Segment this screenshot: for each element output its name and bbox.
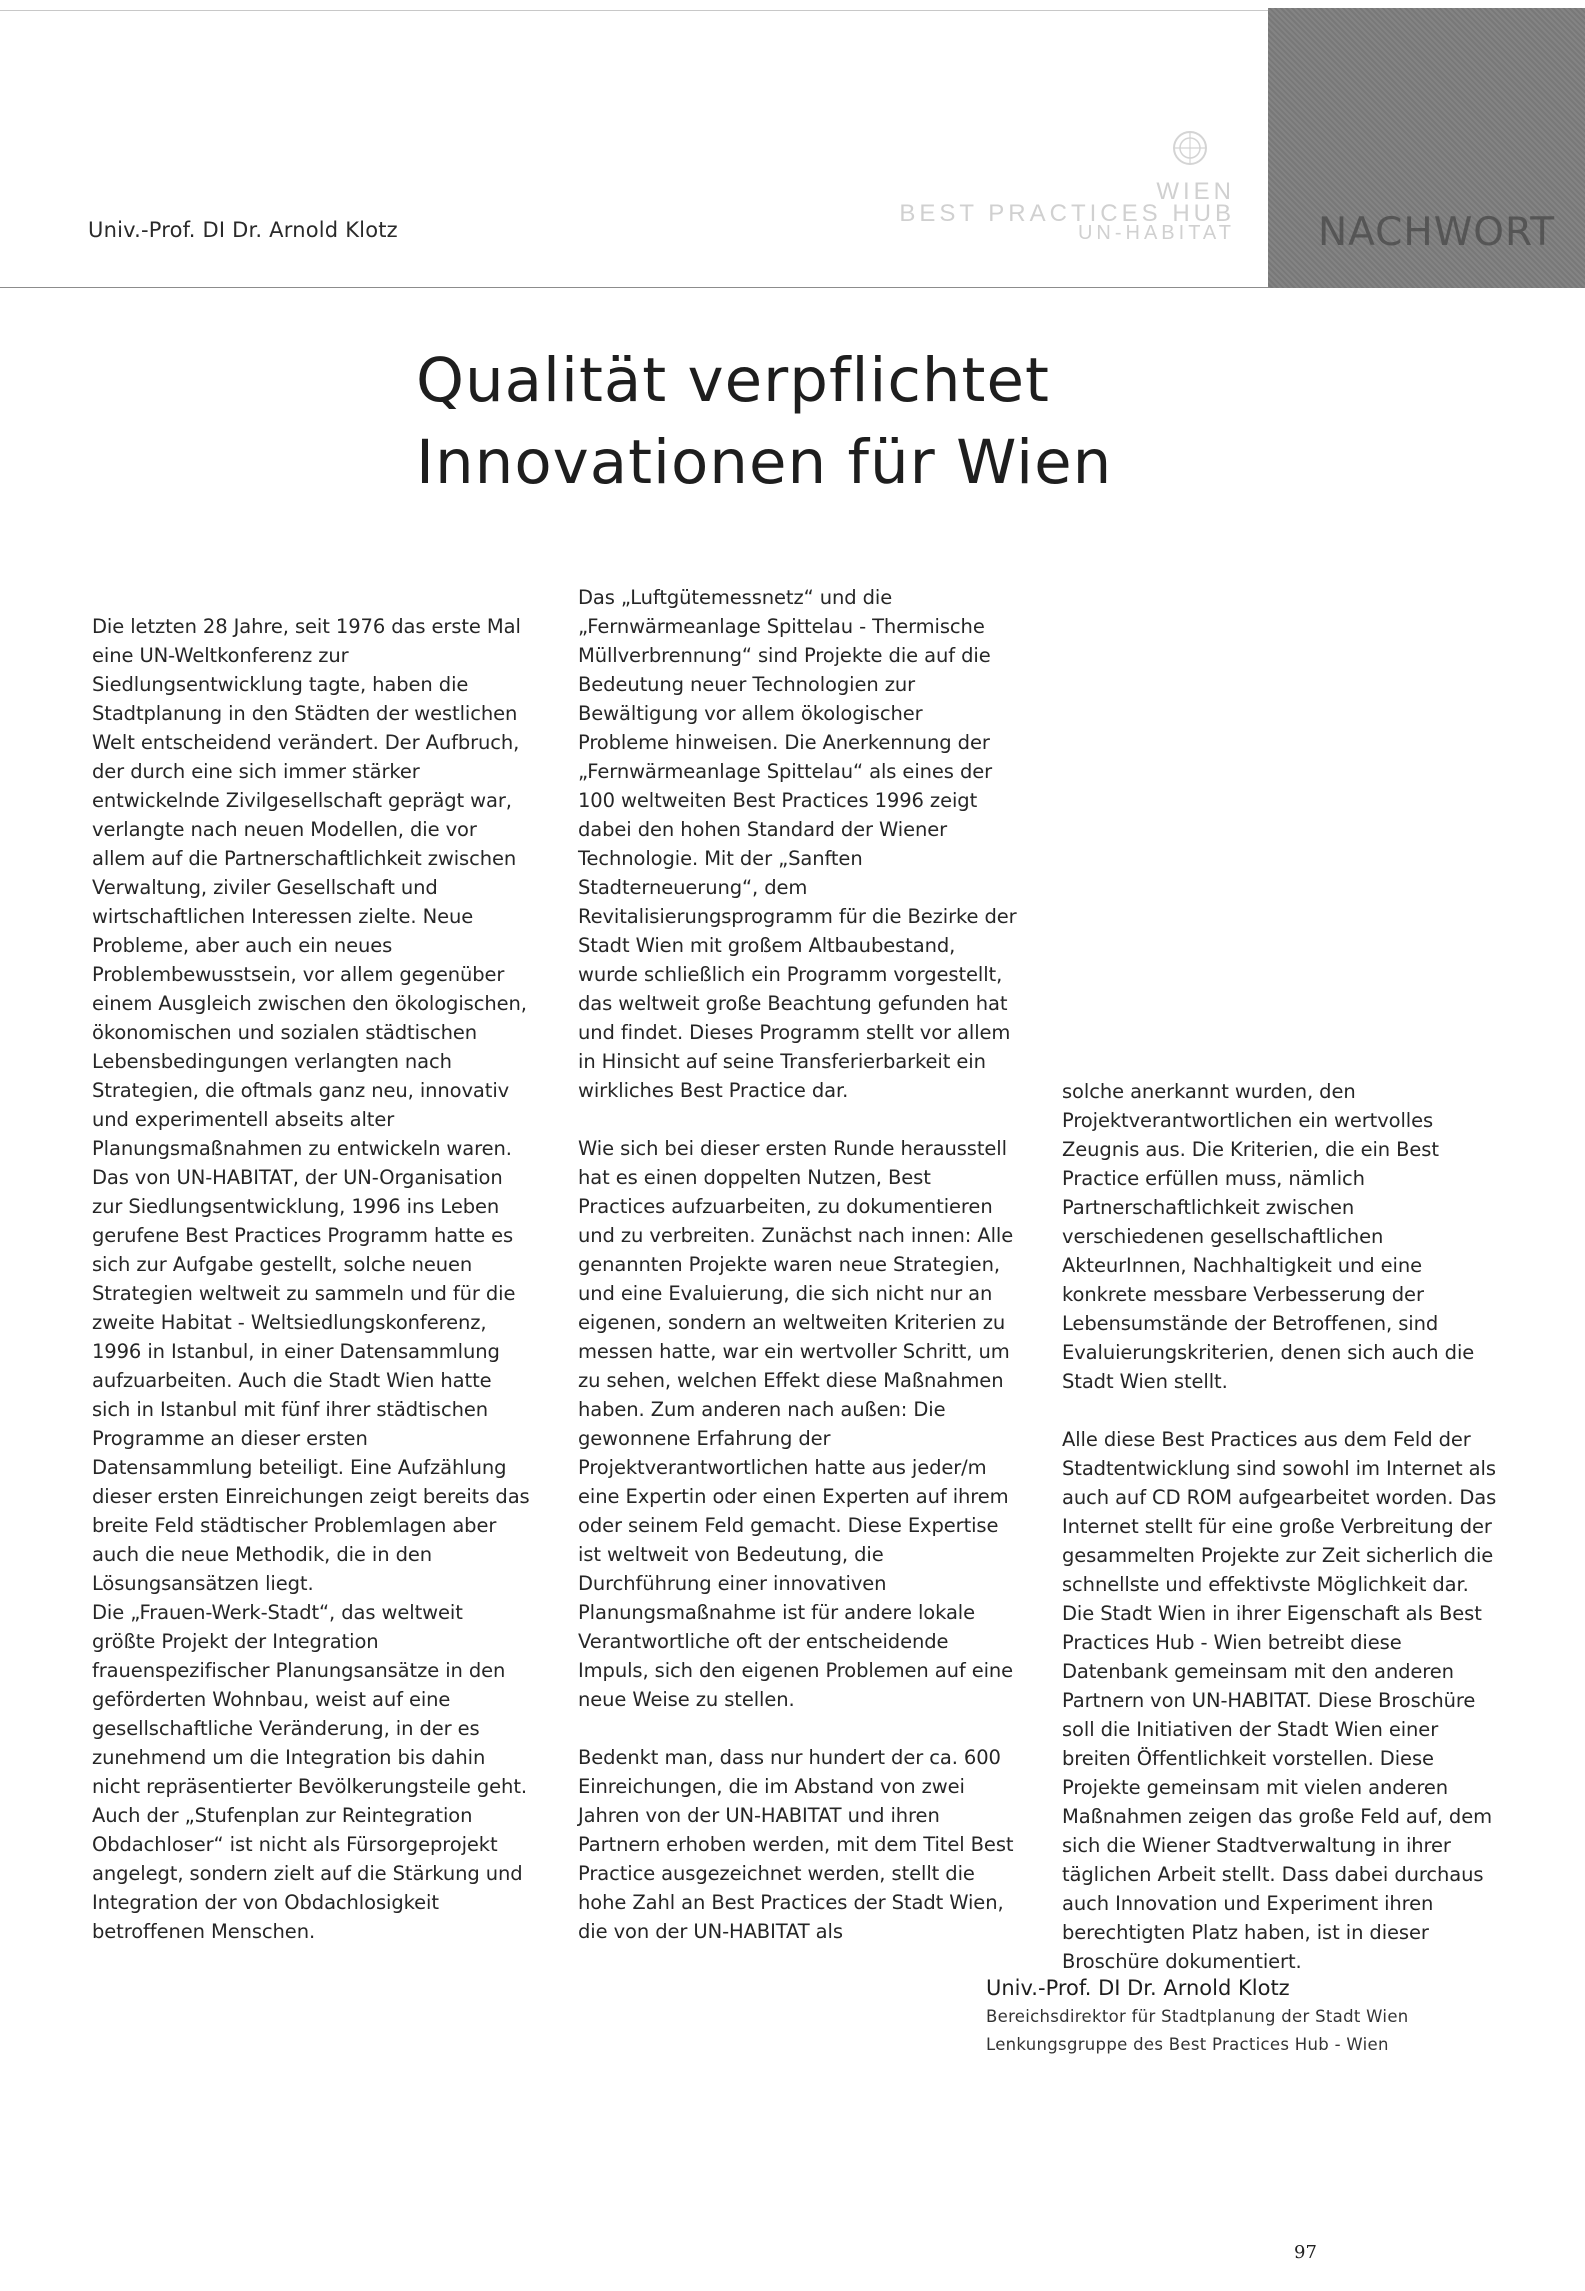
hub-line-name: BEST PRACTICES HUB bbox=[899, 200, 1235, 227]
paragraph: Alle diese Best Practices aus dem Feld der Stadtentwicklung sind sowohl im Internet als auch auf CD ROM aufgearbeitet worden. Das Internet stellt für eine große Verbreitung der gesammelten Projekte zur Zeit sicherlich die schnellste und effektivste Möglichkeit dar. Die Stadt Wien in ihrer Eigenschaft als Best Practices Hub - Wien betreibt diese Datenbank gemeinsam mit den anderen Partnern von UN-HABITAT. Diese Broschüre soll die Initiativen der Stadt Wien einer breiten Öffentlichkeit vorstellen. Diese Projekte gemeinsam mit vielen anderen Maßnahmen zeigen das große Feld auf, dem sich die Wiener Stadtverwaltung in ihrer täglichen Arbeit stellt. Dass dabei durchaus auch Innovation und Experiment ihren berechtigten Platz haben, ist in dieser Broschüre dokumentiert. bbox=[1062, 1428, 1497, 1973]
top-rule bbox=[0, 10, 1268, 11]
hub-line-city: WIEN bbox=[1156, 178, 1235, 205]
paragraph: Das „Luftgütemessnetz“ und die „Fernwärmeanlage Spittelau - Thermische Müllverbrennung“ sind Projekte die auf die Bedeutung neuer Technologien zur Bewältigung vor allem ökologischer Probleme hinweisen. Die Anerkennung der „Fernwärmeanlage Spittelau“ als eines der 100 weltweiten Best Practices 1996 zeigt dabei den hohen Standard der Wiener Technologie. Mit der „Sanften Stadterneuerung“, dem Revitalisierungsprogramm für die Bezirke der Stadt Wien mit großem Altbaubestand, wurde schließlich ein Programm vorgestellt, das weltweit große Beachtung gefunden hat und findet. Dieses Programm stellt vor allem in Hinsicht auf seine Transferierbarkeit ein wirkliches Best Practice dar. bbox=[578, 586, 1017, 1102]
title-line-1: Qualität verpflichtet bbox=[416, 345, 1050, 416]
title-line-2: Innovationen für Wien bbox=[416, 427, 1113, 498]
paragraph: Wie sich bei dieser ersten Runde herausstell hat es einen doppelten Nutzen, Best Practices aufzuarbeiten, zu dokumentieren und zu verbreiten. Zunächst nach innen: Alle genannten Projekte waren neue Strategien, und eine Evaluierung, die sich nicht nur an eigenen, sondern an weltweiten Kriterien zu messen hatte, war ein wertvoller Schritt, um zu sehen, welchen Effekt diese Maßnahmen haben. Zum anderen nach außen: Die gewonnene Erfahrung der Projektverantwortlichen hatte aus jeder/m eine Expertin oder einen Experten auf ihrem oder seinem Feld gemacht. Diese Expertise ist weltweit von Bedeutung, die Durchführung einer innovativen Planungsmaßnahme ist für andere lokale Verantwortliche oft der entscheidende Impuls, sich den eigenen Problemen auf eine neue Weise zu stellen. bbox=[578, 1137, 1014, 1711]
text-column-1 bbox=[92, 612, 532, 1946]
signature-name: Univ.-Prof. DI Dr. Arnold Klotz bbox=[986, 1976, 1290, 2000]
text-column-2 bbox=[578, 583, 1018, 1946]
paragraph: Die „Frauen-Werk-Stadt“, das weltweit größte Projekt der Integration frauenspezifischer Planungsansätze in den geförderten Wohnbau, weist auf eine gesellschaftliche Veränderung, in der es zunehmend um die Integration bis dahin nicht repräsentierter Bevölkerungsteile geht. Auch der „Stufenplan zur Reintegration Obdachloser“ ist nicht als Fürsorgeprojekt angelegt, sondern zielt auf die Stärkung und Integration der von Obdachlosigkeit betroffenen Menschen. bbox=[92, 1601, 527, 1943]
signature-committee: Lenkungsgruppe des Best Practices Hub - Wien bbox=[986, 2035, 1389, 2054]
page-number: 97 bbox=[1294, 2242, 1317, 2263]
header-author: Univ.-Prof. DI Dr. Arnold Klotz bbox=[88, 218, 398, 242]
paragraph: solche anerkannt wurden, den Projektverantwortlichen ein wertvolles Zeugnis aus. Die Kriterien, die ein Best Practice erfüllen muss, nämlich Partnerschaftlichkeit zwischen verschiedenen gesellschaftlichen AkteurInnen, Nachhaltigkeit und eine konkrete messbare Verbesserung der Lebensumstände der Betroffenen, sind Evaluierungskriterien, denen sich auch die Stadt Wien stellt. bbox=[1062, 1080, 1475, 1393]
paragraph: Das von UN-HABITAT, der UN-Organisation zur Siedlungsentwicklung, 1996 ins Leben gerufene Best Practices Programm hatte es sich zur Aufgabe gestellt, solche neuen Strategien weltweit zu sammeln und für die zweite Habitat - Weltsiedlungskonferenz, 1996 in Istanbul, in einer Datensammlung aufzuarbeiten. Auch die Stadt Wien hatte sich in Istanbul mit fünf ihrer städtischen Programme an dieser ersten Datensammlung beteiligt. Eine Aufzählung dieser ersten Einreichungen zeigt bereits das breite Feld städtischer Problemlagen aber auch die neue Methodik, die in den Lösungsansätzen liegt. bbox=[92, 1166, 530, 1595]
section-label: NACHWORT bbox=[1318, 210, 1556, 255]
signature-role: Bereichsdirektor für Stadtplanung der Stadt Wien bbox=[986, 2007, 1409, 2026]
signature-block bbox=[986, 1973, 1409, 2059]
hub-line-org: UN-HABITAT bbox=[1077, 222, 1235, 244]
text-column-3 bbox=[1062, 1077, 1502, 1976]
page-title bbox=[416, 340, 1112, 504]
paragraph: Bedenkt man, dass nur hundert der ca. 600 Einreichungen, die im Abstand von zwei Jahren von der UN-HABITAT und ihren Partnern erhoben werden, mit dem Titel Best Practice ausgezeichnet werden, stellt die hohe Zahl an Best Practices der Stadt Wien, die von der UN-HABITAT als bbox=[578, 1746, 1014, 1943]
paragraph: Die letzten 28 Jahre, seit 1976 das erste Mal eine UN-Weltkonferenz zur Siedlungsentwicklung tagte, haben die Stadtplanung in den Städten der westlichen Welt entscheidend verändert. Der Aufbruch, der durch eine sich immer stärker entwickelnde Zivilgesellschaft geprägt war, verlangte nach neuen Modellen, die vor allem auf die Partnerschaftlichkeit zwischen Verwaltung, ziviler Gesellschaft und wirtschaftlichen Interessen zielte. Neue Probleme, aber auch ein neues Problembewusstsein, vor allem gegenüber einem Ausgleich zwischen den ökologischen, ökonomischen und sozialen städtischen Lebensbedingungen verlangten nach Strategien, die oftmals ganz neu, innovativ und experimentell abseits alter Planungsmaßnahmen zu entwickeln waren. bbox=[92, 615, 527, 1160]
header-rule bbox=[0, 287, 1268, 288]
